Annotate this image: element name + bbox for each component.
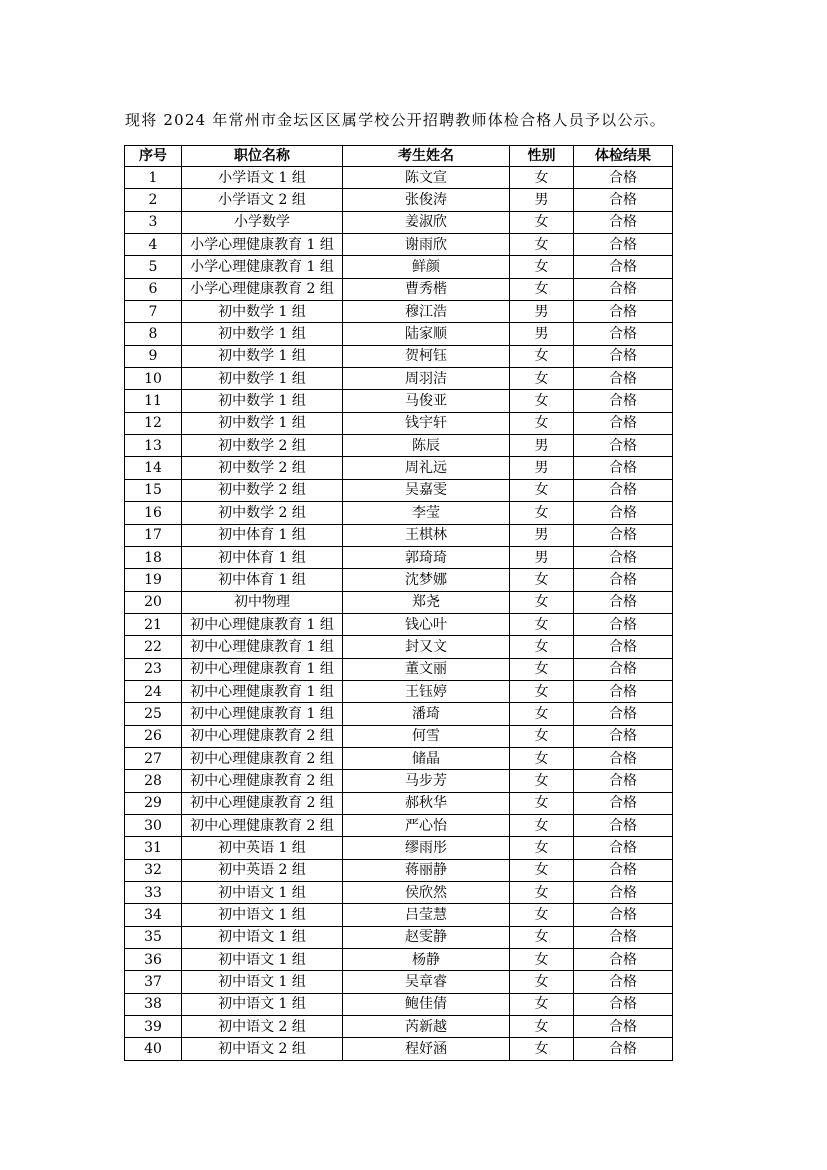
cell-result: 合格 (574, 703, 673, 725)
header-no: 序号 (125, 146, 182, 167)
cell-position: 初中数学 1 组 (182, 368, 343, 390)
table-row (125, 1016, 673, 1038)
cell-result: 合格 (574, 882, 673, 904)
cell-result: 合格 (574, 390, 673, 412)
cell-no: 7 (125, 301, 182, 323)
cell-position: 初中数学 2 组 (182, 457, 343, 479)
cell-name: 程妤涵 (343, 1038, 510, 1060)
cell-name: 何雪 (343, 725, 510, 747)
table-row (125, 613, 673, 635)
cell-gender: 女 (510, 167, 574, 189)
table-row (125, 882, 673, 904)
cell-result: 合格 (574, 345, 673, 367)
cell-name: 周羽洁 (343, 368, 510, 390)
table-row (125, 412, 673, 434)
cell-no: 15 (125, 479, 182, 501)
cell-position: 初中语文 1 组 (182, 993, 343, 1015)
table-row (125, 368, 673, 390)
cell-gender: 女 (510, 613, 574, 635)
cell-no: 38 (125, 993, 182, 1015)
cell-gender: 女 (510, 792, 574, 814)
cell-position: 初中语文 1 组 (182, 904, 343, 926)
cell-name: 鲍佳倩 (343, 993, 510, 1015)
cell-position: 小学数学 (182, 211, 343, 233)
cell-name: 马俊亚 (343, 390, 510, 412)
cell-no: 20 (125, 591, 182, 613)
cell-no: 11 (125, 390, 182, 412)
cell-gender: 女 (510, 412, 574, 434)
cell-name: 陆家顺 (343, 323, 510, 345)
table-row (125, 814, 673, 836)
table-row (125, 167, 673, 189)
cell-name: 陈文宣 (343, 167, 510, 189)
cell-position: 小学语文 2 组 (182, 189, 343, 211)
cell-result: 合格 (574, 189, 673, 211)
cell-name: 蒋丽静 (343, 859, 510, 881)
cell-no: 8 (125, 323, 182, 345)
cell-no: 4 (125, 234, 182, 256)
cell-gender: 男 (510, 301, 574, 323)
header-name: 考生姓名 (343, 146, 510, 167)
cell-result: 合格 (574, 837, 673, 859)
cell-result: 合格 (574, 792, 673, 814)
cell-position: 初中数学 1 组 (182, 301, 343, 323)
header-gender: 性别 (510, 146, 574, 167)
cell-gender: 女 (510, 502, 574, 524)
cell-position: 初中语文 2 组 (182, 1016, 343, 1038)
cell-result: 合格 (574, 904, 673, 926)
table-row (125, 747, 673, 769)
cell-no: 24 (125, 680, 182, 702)
cell-result: 合格 (574, 546, 673, 568)
cell-result: 合格 (574, 211, 673, 233)
cell-result: 合格 (574, 569, 673, 591)
cell-gender: 男 (510, 457, 574, 479)
table-row (125, 859, 673, 881)
cell-no: 33 (125, 882, 182, 904)
table-row (125, 301, 673, 323)
cell-gender: 女 (510, 770, 574, 792)
cell-position: 初中数学 2 组 (182, 435, 343, 457)
cell-position: 初中心理健康教育 1 组 (182, 703, 343, 725)
header-position: 职位名称 (182, 146, 343, 167)
cell-name: 封又文 (343, 636, 510, 658)
cell-gender: 女 (510, 479, 574, 501)
cell-position: 初中体育 1 组 (182, 569, 343, 591)
cell-position: 初中心理健康教育 2 组 (182, 814, 343, 836)
table-row (125, 278, 673, 300)
cell-result: 合格 (574, 167, 673, 189)
header-row (125, 146, 673, 167)
cell-gender: 女 (510, 680, 574, 702)
cell-result: 合格 (574, 301, 673, 323)
cell-result: 合格 (574, 949, 673, 971)
cell-gender: 女 (510, 591, 574, 613)
cell-position: 初中心理健康教育 2 组 (182, 747, 343, 769)
table-row (125, 256, 673, 278)
cell-gender: 女 (510, 971, 574, 993)
table-row (125, 435, 673, 457)
cell-name: 潘琦 (343, 703, 510, 725)
cell-no: 23 (125, 658, 182, 680)
cell-gender: 男 (510, 323, 574, 345)
cell-result: 合格 (574, 993, 673, 1015)
table-row (125, 837, 673, 859)
cell-name: 曹秀楷 (343, 278, 510, 300)
table-header (125, 146, 673, 167)
cell-position: 小学语文 1 组 (182, 167, 343, 189)
cell-result: 合格 (574, 435, 673, 457)
table-row (125, 591, 673, 613)
cell-gender: 男 (510, 546, 574, 568)
table-row (125, 993, 673, 1015)
cell-name: 穆江浩 (343, 301, 510, 323)
table-row (125, 323, 673, 345)
cell-no: 25 (125, 703, 182, 725)
cell-name: 谢雨欣 (343, 234, 510, 256)
cell-position: 初中语文 1 组 (182, 926, 343, 948)
table-body (125, 167, 673, 1061)
cell-gender: 女 (510, 747, 574, 769)
table-row (125, 792, 673, 814)
cell-gender: 女 (510, 636, 574, 658)
cell-result: 合格 (574, 613, 673, 635)
cell-name: 吕莹慧 (343, 904, 510, 926)
table-row (125, 546, 673, 568)
header-result: 体检结果 (574, 146, 673, 167)
cell-no: 10 (125, 368, 182, 390)
cell-gender: 女 (510, 1016, 574, 1038)
cell-gender: 女 (510, 345, 574, 367)
cell-result: 合格 (574, 680, 673, 702)
table-row (125, 211, 673, 233)
cell-gender: 女 (510, 993, 574, 1015)
cell-no: 36 (125, 949, 182, 971)
cell-no: 16 (125, 502, 182, 524)
cell-position: 初中英语 1 组 (182, 837, 343, 859)
cell-position: 初中心理健康教育 1 组 (182, 636, 343, 658)
cell-no: 34 (125, 904, 182, 926)
cell-result: 合格 (574, 747, 673, 769)
cell-position: 初中体育 1 组 (182, 524, 343, 546)
cell-position: 初中英语 2 组 (182, 859, 343, 881)
cell-result: 合格 (574, 814, 673, 836)
table-row (125, 479, 673, 501)
cell-name: 周礼远 (343, 457, 510, 479)
table-row (125, 189, 673, 211)
cell-no: 40 (125, 1038, 182, 1060)
cell-gender: 女 (510, 814, 574, 836)
cell-position: 初中数学 1 组 (182, 345, 343, 367)
table-row (125, 904, 673, 926)
cell-name: 严心怡 (343, 814, 510, 836)
cell-no: 9 (125, 345, 182, 367)
cell-result: 合格 (574, 256, 673, 278)
cell-result: 合格 (574, 278, 673, 300)
cell-gender: 女 (510, 234, 574, 256)
cell-name: 吴嘉雯 (343, 479, 510, 501)
cell-gender: 女 (510, 658, 574, 680)
cell-name: 吴章睿 (343, 971, 510, 993)
cell-gender: 女 (510, 926, 574, 948)
table-row (125, 703, 673, 725)
cell-gender: 女 (510, 211, 574, 233)
cell-no: 12 (125, 412, 182, 434)
cell-no: 30 (125, 814, 182, 836)
cell-result: 合格 (574, 591, 673, 613)
cell-position: 小学心理健康教育 2 组 (182, 278, 343, 300)
cell-name: 赵雯静 (343, 926, 510, 948)
table-row (125, 524, 673, 546)
cell-result: 合格 (574, 770, 673, 792)
cell-no: 37 (125, 971, 182, 993)
results-table (124, 145, 673, 1061)
cell-name: 郑尧 (343, 591, 510, 613)
cell-no: 13 (125, 435, 182, 457)
cell-no: 29 (125, 792, 182, 814)
cell-no: 14 (125, 457, 182, 479)
cell-no: 22 (125, 636, 182, 658)
cell-position: 初中语文 2 组 (182, 1038, 343, 1060)
cell-name: 董文丽 (343, 658, 510, 680)
table-row (125, 390, 673, 412)
cell-position: 初中心理健康教育 2 组 (182, 792, 343, 814)
table-row (125, 658, 673, 680)
cell-position: 小学心理健康教育 1 组 (182, 234, 343, 256)
cell-gender: 男 (510, 189, 574, 211)
cell-no: 35 (125, 926, 182, 948)
cell-gender: 女 (510, 390, 574, 412)
cell-position: 初中心理健康教育 2 组 (182, 770, 343, 792)
cell-result: 合格 (574, 412, 673, 434)
cell-position: 小学心理健康教育 1 组 (182, 256, 343, 278)
cell-position: 初中心理健康教育 1 组 (182, 658, 343, 680)
cell-name: 储晶 (343, 747, 510, 769)
cell-no: 31 (125, 837, 182, 859)
table-row (125, 926, 673, 948)
table-row (125, 234, 673, 256)
cell-no: 26 (125, 725, 182, 747)
cell-gender: 女 (510, 569, 574, 591)
cell-no: 2 (125, 189, 182, 211)
cell-gender: 女 (510, 949, 574, 971)
cell-position: 初中数学 1 组 (182, 412, 343, 434)
cell-position: 初中心理健康教育 1 组 (182, 680, 343, 702)
cell-name: 姜淑欣 (343, 211, 510, 233)
cell-name: 杨静 (343, 949, 510, 971)
cell-name: 陈辰 (343, 435, 510, 457)
cell-result: 合格 (574, 502, 673, 524)
cell-position: 初中语文 1 组 (182, 949, 343, 971)
cell-position: 初中语文 1 组 (182, 882, 343, 904)
cell-name: 郝秋华 (343, 792, 510, 814)
cell-result: 合格 (574, 479, 673, 501)
cell-no: 28 (125, 770, 182, 792)
cell-result: 合格 (574, 524, 673, 546)
cell-gender: 女 (510, 904, 574, 926)
cell-no: 18 (125, 546, 182, 568)
cell-no: 1 (125, 167, 182, 189)
cell-result: 合格 (574, 368, 673, 390)
cell-name: 缪雨彤 (343, 837, 510, 859)
cell-gender: 女 (510, 882, 574, 904)
cell-position: 初中数学 2 组 (182, 479, 343, 501)
cell-result: 合格 (574, 636, 673, 658)
table-row (125, 770, 673, 792)
cell-result: 合格 (574, 323, 673, 345)
cell-no: 5 (125, 256, 182, 278)
cell-position: 初中物理 (182, 591, 343, 613)
cell-no: 19 (125, 569, 182, 591)
cell-no: 39 (125, 1016, 182, 1038)
notice-text: 现将 2024 年常州市金坛区区属学校公开招聘教师体检合格人员予以公示。 (125, 111, 666, 129)
cell-name: 芮新越 (343, 1016, 510, 1038)
table-row (125, 502, 673, 524)
cell-gender: 女 (510, 725, 574, 747)
cell-name: 李莹 (343, 502, 510, 524)
cell-result: 合格 (574, 725, 673, 747)
cell-result: 合格 (574, 457, 673, 479)
cell-position: 初中心理健康教育 1 组 (182, 613, 343, 635)
cell-no: 6 (125, 278, 182, 300)
cell-gender: 女 (510, 859, 574, 881)
cell-name: 鲜颜 (343, 256, 510, 278)
table-row (125, 1038, 673, 1060)
cell-position: 初中语文 1 组 (182, 971, 343, 993)
cell-gender: 女 (510, 703, 574, 725)
cell-gender: 女 (510, 1038, 574, 1060)
cell-result: 合格 (574, 1016, 673, 1038)
table-row (125, 636, 673, 658)
cell-result: 合格 (574, 859, 673, 881)
cell-name: 侯欣然 (343, 882, 510, 904)
cell-name: 钱宇轩 (343, 412, 510, 434)
cell-gender: 男 (510, 435, 574, 457)
table-row (125, 725, 673, 747)
cell-result: 合格 (574, 971, 673, 993)
cell-no: 32 (125, 859, 182, 881)
cell-no: 21 (125, 613, 182, 635)
cell-name: 沈梦娜 (343, 569, 510, 591)
cell-name: 张俊涛 (343, 189, 510, 211)
cell-name: 钱心叶 (343, 613, 510, 635)
cell-no: 27 (125, 747, 182, 769)
cell-position: 初中体育 1 组 (182, 546, 343, 568)
cell-name: 郭琦琦 (343, 546, 510, 568)
cell-position: 初中数学 1 组 (182, 323, 343, 345)
cell-position: 初中数学 2 组 (182, 502, 343, 524)
table-row (125, 345, 673, 367)
table-row (125, 569, 673, 591)
cell-result: 合格 (574, 1038, 673, 1060)
cell-name: 王钰婷 (343, 680, 510, 702)
cell-name: 王棋林 (343, 524, 510, 546)
cell-no: 3 (125, 211, 182, 233)
table-row (125, 971, 673, 993)
cell-gender: 女 (510, 278, 574, 300)
cell-name: 马步芳 (343, 770, 510, 792)
cell-result: 合格 (574, 926, 673, 948)
table-row (125, 680, 673, 702)
cell-result: 合格 (574, 658, 673, 680)
table-row (125, 949, 673, 971)
table-row (125, 457, 673, 479)
cell-gender: 女 (510, 837, 574, 859)
cell-no: 17 (125, 524, 182, 546)
cell-result: 合格 (574, 234, 673, 256)
cell-name: 贺柯钰 (343, 345, 510, 367)
cell-gender: 女 (510, 256, 574, 278)
cell-position: 初中心理健康教育 2 组 (182, 725, 343, 747)
cell-gender: 女 (510, 368, 574, 390)
cell-gender: 男 (510, 524, 574, 546)
cell-position: 初中数学 1 组 (182, 390, 343, 412)
